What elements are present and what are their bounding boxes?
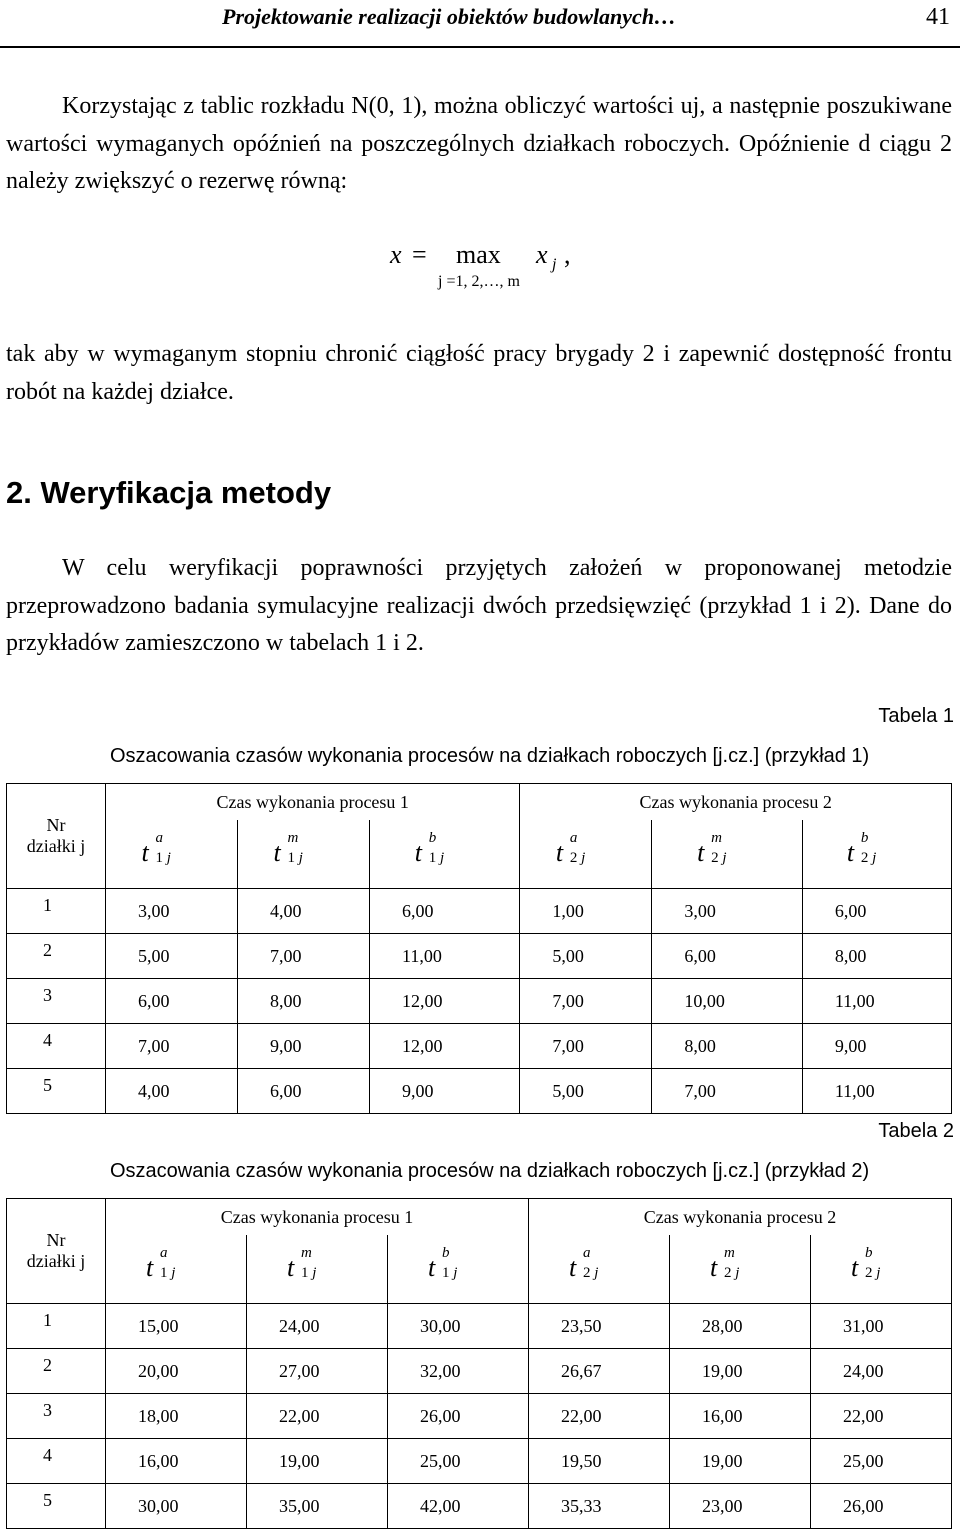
running-title: Projektowanie realizacji obiektów budowlanych… — [222, 4, 677, 29]
header-group-process-2: Czas wykonania procesu 2 — [529, 1199, 952, 1236]
header-symbol: t a 2 j — [529, 1235, 670, 1304]
page-number: 41 — [926, 4, 950, 30]
table-row: 5 4,00 6,00 9,00 5,00 7,00 11,00 — [7, 1069, 952, 1114]
section-heading: 2. Weryfikacja metody — [6, 475, 332, 510]
formula-xj: x — [536, 240, 548, 269]
header-nr-dzialki: Nr działki j — [7, 784, 106, 889]
formula-max-subscript: j =1, 2,…, m — [438, 273, 520, 290]
header-symbol: t b 1 j — [370, 820, 520, 889]
data-table-2 — [6, 1198, 952, 1529]
header-group-process-1: Czas wykonania procesu 1 — [106, 1199, 529, 1236]
table-row: 3 6,00 8,00 12,00 7,00 10,00 11,00 — [7, 979, 952, 1024]
table-row: 1 15,00 24,00 30,00 23,50 28,00 31,00 — [7, 1304, 952, 1349]
header-symbol: t m 1 j — [238, 820, 370, 889]
header-symbol: t a 1 j — [106, 820, 238, 889]
paragraph-after-formula — [6, 336, 952, 411]
header-symbol: t b 2 j — [802, 820, 951, 889]
header-symbol: t m 1 j — [247, 1235, 388, 1304]
table-caption: Oszacowania czasów wykonania procesów na działkach roboczych [j.cz.] (przykład 2) — [110, 1160, 870, 1182]
table-row: 2 5,00 7,00 11,00 5,00 6,00 8,00 — [7, 934, 952, 979]
header-symbol: t m 2 j — [670, 1235, 811, 1304]
table-row: 4 7,00 9,00 12,00 7,00 8,00 9,00 — [7, 1024, 952, 1069]
header-symbol-row — [7, 1235, 952, 1304]
formula-comma: , — [564, 240, 571, 269]
paragraph-text: tak aby w wymaganym stopniu chronić ciągłość pracy brygady 2 i zapewnić dostępność frontu robót na każdej działce. — [6, 341, 952, 405]
table-row: 5 30,00 35,00 42,00 35,33 23,00 26,00 — [7, 1484, 952, 1529]
table-row: 3 18,00 22,00 26,00 22,00 16,00 22,00 — [7, 1394, 952, 1439]
table-caption: Oszacowania czasów wykonania procesów na działkach roboczych [j.cz.] (przykład 1) — [110, 745, 870, 767]
data-table-1 — [6, 783, 952, 1114]
paragraph-verification — [6, 550, 952, 663]
paragraph-text: Korzystając z tablic rozkładu N(0, 1), można obliczyć wartości uj, a następnie poszukiwane wartości wymaganych opóźnień na poszczególnych działkach roboczych. Opóźnienie d ciągu 2 należy zwiększyć o rezerwę równą: — [6, 93, 952, 194]
formula-x: x — [390, 240, 402, 269]
formula-max-operator: max — [456, 240, 501, 269]
header-group-process-1: Czas wykonania procesu 1 — [106, 784, 520, 821]
formula-j-subscript: j — [552, 256, 557, 273]
header-symbol: t b 2 j — [811, 1235, 952, 1304]
header-symbol: t a 2 j — [520, 820, 652, 889]
header-symbol: t m 2 j — [652, 820, 802, 889]
table-row: 4 16,00 19,00 25,00 19,50 19,00 25,00 — [7, 1439, 952, 1484]
header-nr-dzialki: Nr działki j — [7, 1199, 106, 1304]
table-label: Tabela 2 — [878, 1120, 954, 1142]
table-row: 1 3,00 4,00 6,00 1,00 3,00 6,00 — [7, 889, 952, 934]
table-label: Tabela 1 — [878, 705, 954, 727]
header-symbol: t b 1 j — [388, 1235, 529, 1304]
page-header — [0, 0, 960, 48]
paragraph-text: W celu weryfikacji poprawności przyjętych założeń w proponowanej metodzie przeprowadzono badania symulacyjne realizacji dwóch przedsięwzięć (przykład 1 i 2). Dane do przykładów zamieszczono w tabelach 1 i 2. — [6, 555, 952, 656]
table-row: 2 20,00 27,00 32,00 26,67 19,00 24,00 — [7, 1349, 952, 1394]
header-symbol-row — [7, 820, 952, 889]
formula-equals: = — [412, 240, 427, 269]
header-group-process-2: Czas wykonania procesu 2 — [520, 784, 952, 821]
paragraph-intro — [6, 88, 952, 201]
formula-max — [390, 240, 650, 300]
header-symbol: t a 1 j — [106, 1235, 247, 1304]
